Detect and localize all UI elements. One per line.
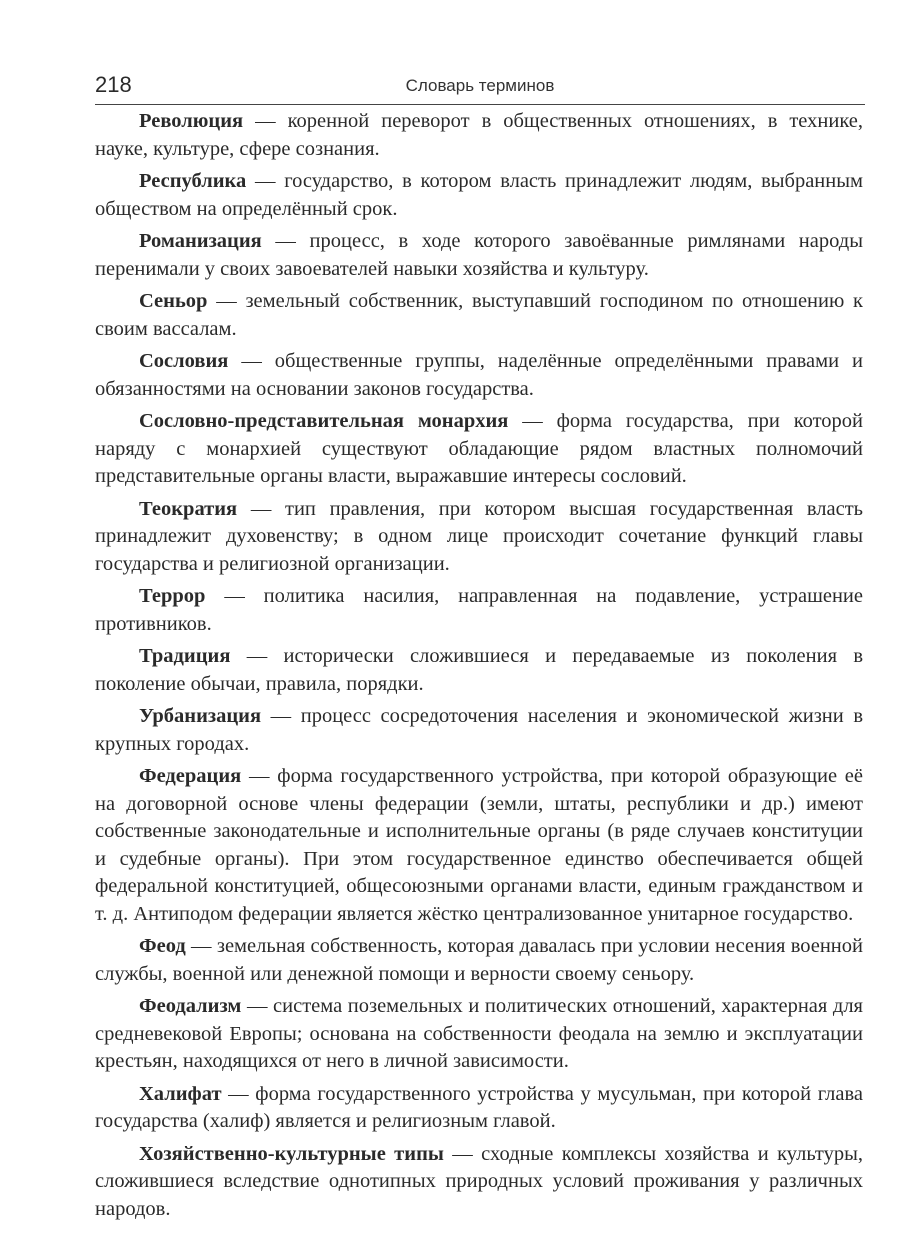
entry-definition: — исторически сложившиеся и передаваемые из поколения в поколение обычаи, правила, порядки. xyxy=(95,645,863,695)
glossary-entry xyxy=(95,763,863,928)
glossary-entry xyxy=(95,228,863,283)
entry-definition: — форма государственного устройства, при которой образующие её на договорной основе члены федерации (земли, штаты, республики и др.) имеют собственные законодательные и исполнительные органы (в ряде случаев конституции и судебные органы). При этом государственное единство обеспечивается общей федеральной конституцией, общесоюзными органами власти, единым гражданством и т. д. Антиподом федерации является жёстко централизованное унитарное государство. xyxy=(95,765,863,925)
running-title: Словарь терминов xyxy=(405,76,555,95)
entry-term: Хозяйственно-культурные типы xyxy=(139,1142,444,1165)
entry-definition: — процесс сосредоточения населения и экономической жизни в крупных городах. xyxy=(95,705,863,755)
glossary-entry xyxy=(95,703,863,758)
entry-definition: — тип правления, при котором высшая государственная власть принадлежит духовенству; в одном лице происходит сочетание функций главы государства и религиозной организации. xyxy=(95,497,863,575)
entry-term: Террор xyxy=(139,585,206,607)
entry-term: Республика xyxy=(139,170,247,192)
entry-term: Революция xyxy=(139,110,244,132)
glossary-entry xyxy=(95,496,863,579)
entry-definition: — земельная собственность, которая давалась при условии несения военной службы, военной или денежной помощи и верности своему сеньору. xyxy=(95,935,863,985)
glossary-content xyxy=(95,108,863,1228)
entry-term: Феодализм xyxy=(139,995,242,1017)
glossary-entry xyxy=(95,933,863,988)
glossary-entry xyxy=(95,1081,863,1136)
glossary-entry xyxy=(95,408,863,491)
entry-definition: — земельный собственник, выступавший господином по отношению к своим вассалам. xyxy=(95,290,863,340)
entry-term: Халифат xyxy=(139,1082,222,1105)
page-number: 218 xyxy=(95,72,132,97)
glossary-entry xyxy=(95,108,863,163)
entry-term: Теократия xyxy=(139,497,238,520)
glossary-entry xyxy=(95,288,863,343)
glossary-entry xyxy=(95,643,863,698)
entry-term: Сеньор xyxy=(139,290,208,312)
entry-term: Сословно-представительная монархия xyxy=(139,410,509,432)
entry-term: Сословия xyxy=(139,350,229,372)
entry-definition: — политика насилия, направленная на подавление, устрашение противников. xyxy=(95,585,863,635)
entry-definition: — система поземельных и политических отношений, характерная для средневековой Европы; основана на собственности феодала на землю и эксплуатации крестьян, находящихся от него в личной зависимости. xyxy=(95,995,863,1072)
entry-definition: — форма государства, при которой наряду с монархией существуют обладающие рядом властных полномочий представительные органы власти, выражавшие интересы сословий. xyxy=(95,410,863,487)
entry-definition: — общественные группы, наделённые определёнными правами и обязанностями на основании законов государства. xyxy=(95,350,863,400)
glossary-entry xyxy=(95,583,863,638)
entry-definition: — коренной переворот в общественных отношениях, в технике, науке, культуре, сфере сознания. xyxy=(95,110,863,160)
glossary-entry xyxy=(95,168,863,223)
glossary-entry xyxy=(95,1141,863,1224)
entry-term: Федерация xyxy=(139,765,242,787)
entry-definition: — процесс, в ходе которого завоёванные римлянами народы перенимали у своих завоевателей навыки хозяйства и культуру. xyxy=(95,230,863,280)
glossary-entry xyxy=(95,348,863,403)
entry-definition: — сходные комплексы хозяйства и культуры, сложившиеся вследствие однотипных природных условий проживания у различных народов. xyxy=(95,1142,863,1220)
entry-term: Традиция xyxy=(139,645,231,667)
entry-term: Феод xyxy=(139,935,186,957)
glossary-entry xyxy=(95,993,863,1076)
entry-definition: — форма государственного устройства у мусульман, при которой глава государства (халиф) является и религиозным главой. xyxy=(95,1082,863,1132)
page-header xyxy=(95,70,865,105)
entry-definition: — государство, в котором власть принадлежит людям, выбранным обществом на определённый срок. xyxy=(95,170,863,220)
entry-term: Урбанизация xyxy=(139,705,262,727)
entry-term: Романизация xyxy=(139,230,262,252)
